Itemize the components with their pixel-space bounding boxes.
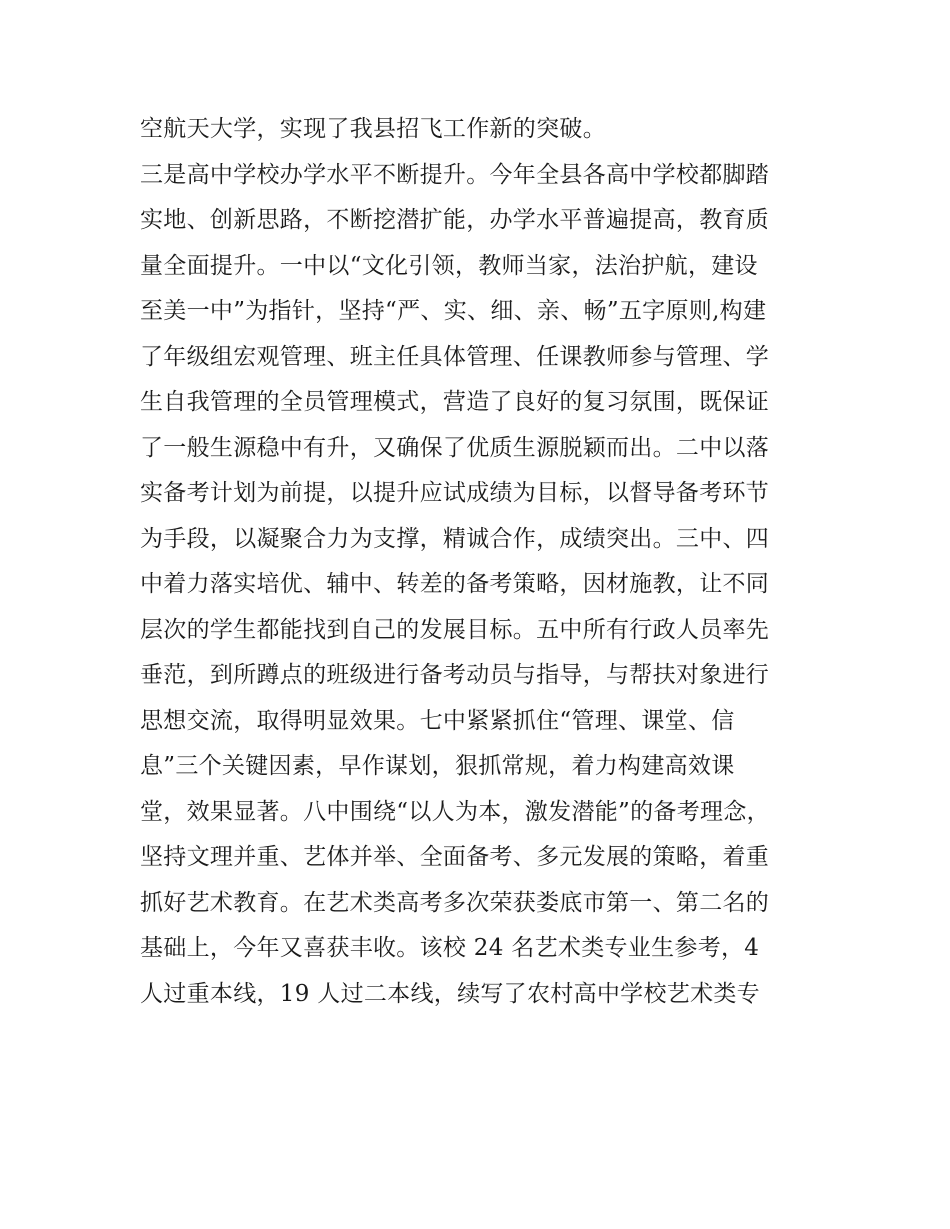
text-line: 了年级组宏观管理、班主任具体管理、任课教师参与管理、学 (140, 343, 770, 370)
text-line: 为手段，以凝聚合力为支撑，精诚合作，成绩突出。三中、四 (140, 525, 770, 552)
text-line: 实地、创新思路，不断挖潜扩能，办学水平普遍提高，教育质 (140, 207, 770, 233)
text-line: 了一般生源稳中有升，又确保了优质生源脱颖而出。二中以落 (140, 434, 770, 461)
body-text (140, 107, 830, 1017)
text-line: 抓好艺术教育。在艺术类高考多次荣获娄底市第一、第二名的 (140, 889, 770, 916)
text-line: 实备考计划为前提，以提升应试成绩为目标，以督导备考环节 (140, 480, 770, 506)
text-line: 坚持文理并重、艺体并举、全面备考、多元发展的策略，着重 (140, 844, 770, 870)
text-line: 人过重本线，19 人过二本线，续写了农村高中学校艺术类专 (140, 980, 760, 1007)
text-line: 三是高中学校办学水平不断提升。今年全县各高中学校都脚踏 (140, 161, 770, 188)
text-line: 息”三个关键因素，早作谋划，狠抓常规，着力构建高效课 (140, 753, 735, 779)
text-line: 思想交流，取得明显效果。七中紧紧抓住“管理、课堂、信 (140, 707, 735, 734)
text-line: 堂，效果显著。八中围绕“以人为本，激发潜能”的备考理念， (140, 798, 770, 825)
text-line: 垂范，到所蹲点的班级进行备考动员与指导，与帮扶对象进行 (140, 662, 770, 688)
text-line: 至美一中”为指针，坚持“严、实、细、亲、畅”五字原则,构建 (140, 298, 767, 324)
text-line: 层次的学生都能找到自己的发展目标。五中所有行政人员率先 (140, 616, 770, 643)
text-line: 中着力落实培优、辅中、转差的备考策略，因材施教，让不同 (140, 571, 770, 597)
text-line: 量全面提升。一中以“文化引领，教师当家，法治护航，建设 (140, 252, 758, 279)
text-line: 空航天大学，实现了我县招飞工作新的突破。 (140, 116, 606, 142)
text-line: 生自我管理的全员管理模式，营造了良好的复习氛围，既保证 (140, 389, 770, 415)
text-line: 基础上，今年又喜获丰收。该校 24 名艺术类专业生参考，4 (140, 935, 760, 961)
